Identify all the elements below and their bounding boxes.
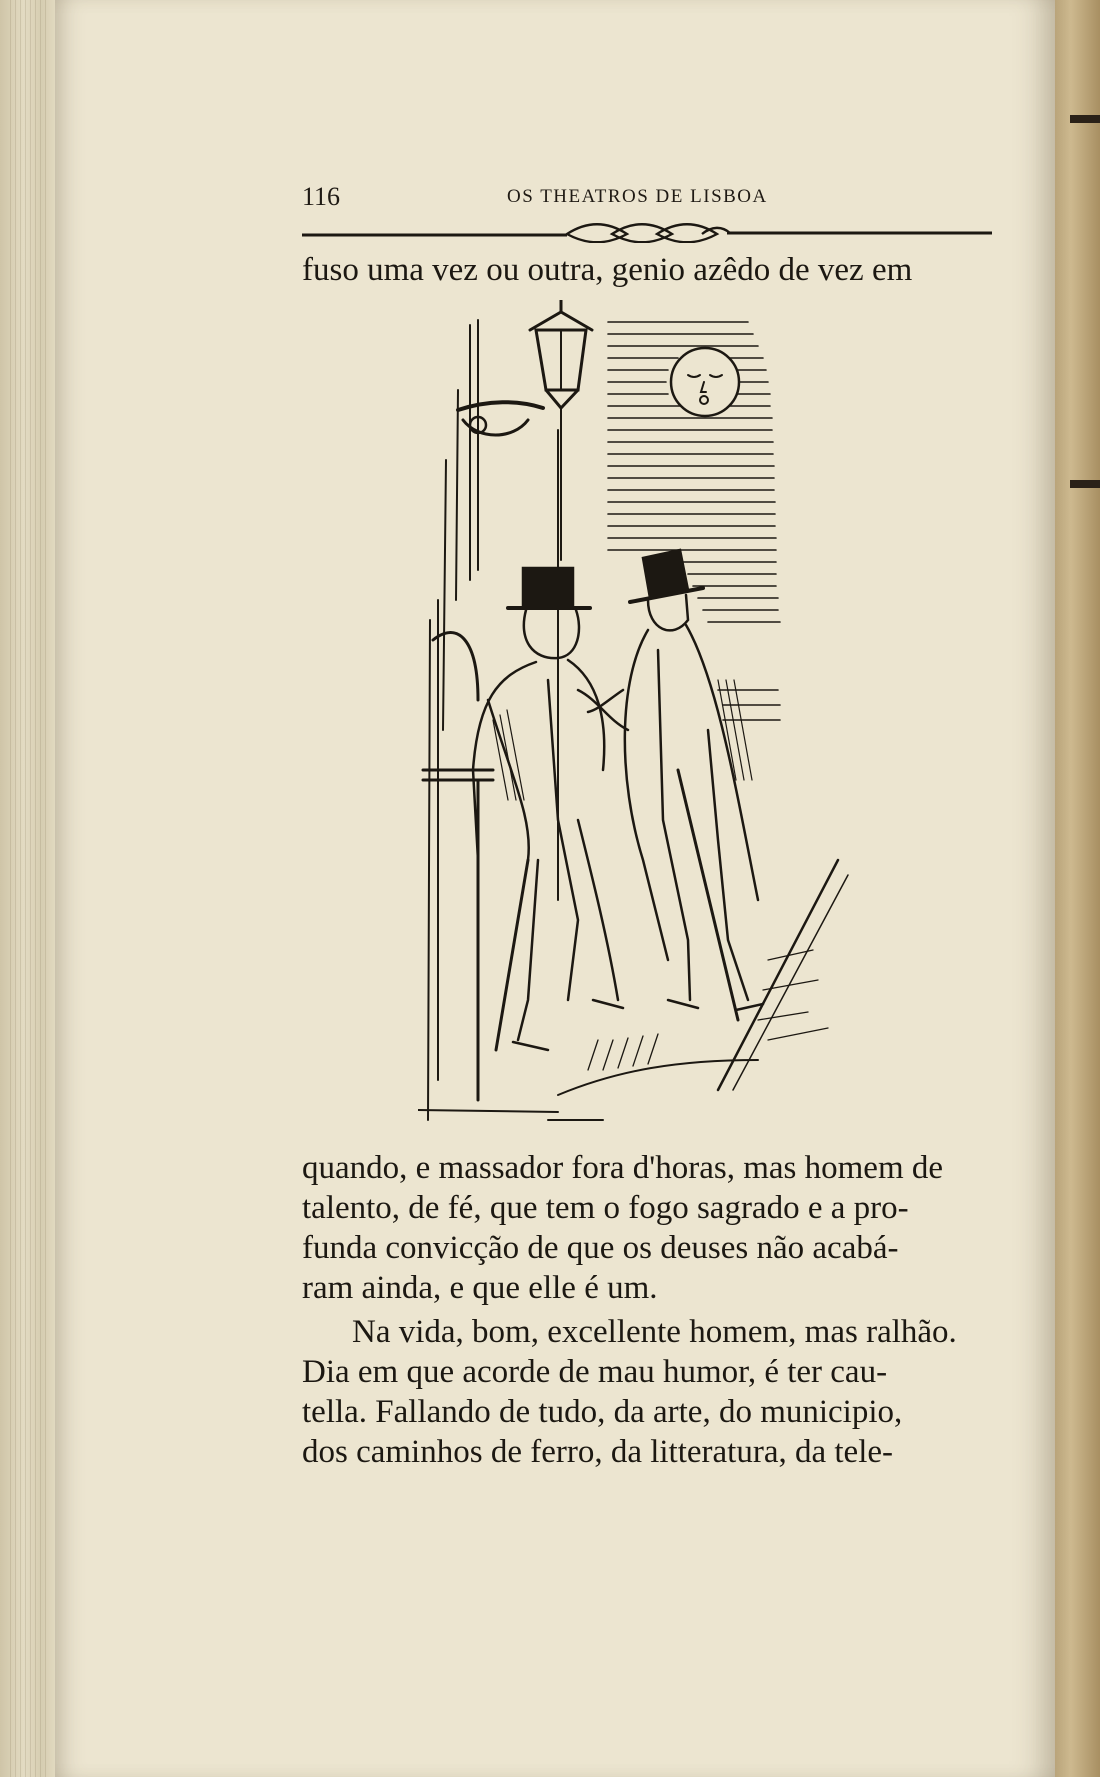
- page-stack-left-edge: [0, 0, 60, 1777]
- binding-tab: [1070, 480, 1100, 488]
- ornamental-rule: [302, 223, 992, 243]
- binding-tab: [1070, 115, 1100, 123]
- body-line: quando, e massador fora d'horas, mas homem de: [302, 1150, 944, 1186]
- body-line: dos caminhos de ferro, da litteratura, da tele-: [302, 1434, 894, 1470]
- body-line: funda convicção de que os deuses não acabá-: [302, 1230, 899, 1266]
- page-header: [302, 180, 992, 210]
- running-title: OS THEATROS DE LISBOA: [507, 186, 768, 207]
- moon-face-icon: [671, 348, 739, 416]
- street-lamp-illustration: [418, 300, 888, 1140]
- book-binding-right-edge: [1055, 0, 1100, 1777]
- body-line: Na vida, bom, excellente homem, mas ralhão.: [352, 1314, 957, 1350]
- body-line: talento, de fé, que tem o fogo sagrado e a pro-: [302, 1190, 909, 1226]
- text-line: [302, 250, 1008, 290]
- body-line: ram ainda, e que elle é um.: [302, 1270, 658, 1306]
- paragraph: [302, 1312, 1008, 1472]
- page-number: 116: [302, 182, 341, 211]
- body-line: Dia em que acorde de mau humor, é ter cau-: [302, 1354, 888, 1390]
- body-line: tella. Fallando de tudo, da arte, do municipio,: [302, 1394, 903, 1430]
- paragraph: [302, 1148, 1008, 1308]
- body-line: fuso uma vez ou outra, genio azêdo de vez em: [302, 252, 913, 288]
